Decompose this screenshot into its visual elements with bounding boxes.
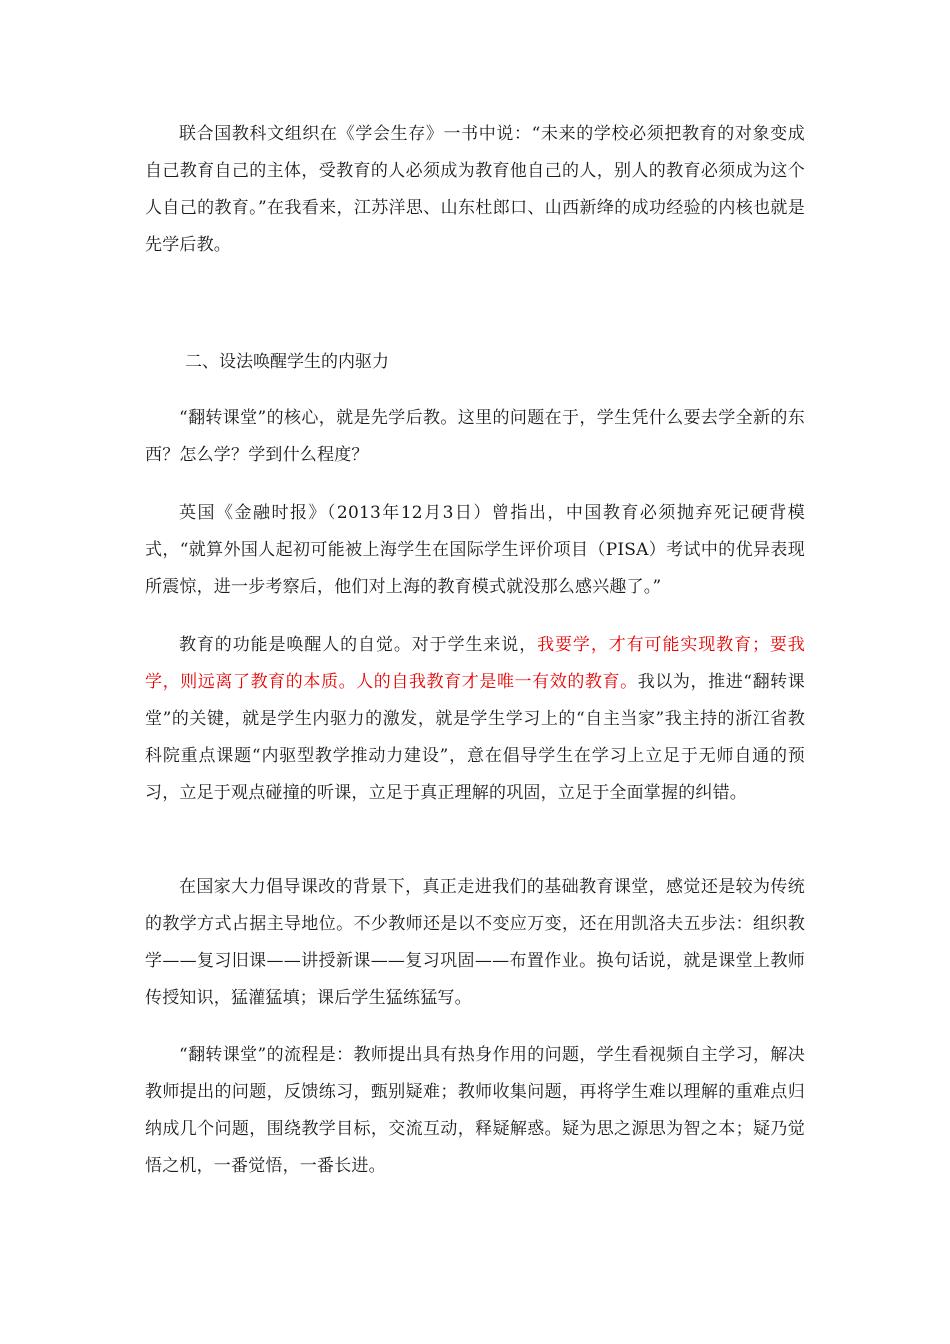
paragraph-2: “翻转课堂”的核心，就是先学后教。这里的问题在于，学生凭什么要去学全新的东西？怎么学？学到什么程度？ [145,408,805,465]
paragraph-4 [145,627,805,812]
paragraph-5: 在国家大力倡导课改的背景下，真正走进我们的基础教育课堂，感觉还是较为传统的教学方式占据主导地位。不少教师还是以不变应万变，还在用凯洛夫五步法：组织教学——复习旧课——讲授新课——复习巩固——布置作业。换句话说，就是课堂上教师传授知识，猛灌猛填；课后学生猛练猛写。 [145,877,805,1008]
paragraph-4-highlight: 我要学，才有可能实现教育；要我学，则远离了教育的本质。人的自我教育才是唯一有效的教育。 [145,635,806,692]
section-heading: 二、设法唤醒学生的内驱力 [185,352,389,372]
paragraph-3: 英国《金融时报》（2013年12月3日）曾指出，中国教育必须抛弃死记硬背模式，“就算外国人起初可能被上海学生在国际学生评价项目（PISA）考试中的优异表现所震惊，进一步考察后，他们对上海的教育模式就没那么感兴趣了。” [145,503,805,597]
paragraph-6: “翻转课堂”的流程是：教师提出具有热身作用的问题，学生看视频自主学习，解决教师提出的问题，反馈练习，甄别疑难；教师收集问题，再将学生难以理解的重难点归纳成几个问题，围绕教学目标，交流互动，释疑解惑。疑为思之源思为智之本；疑乃觉悟之机，一番觉悟，一番长进。 [145,1045,805,1176]
paragraph-4-start: 教育的功能是唤醒人的自觉。对于学生来说， [179,635,538,655]
paragraph-4-end: 我以为，推进“翻转课堂”的关键，就是学生内驱力的激发，就是学生学习上的“自主当家”我主持的浙江省教科院重点课题“内驱型教学推动力建设”，意在倡导学生在学习上立足于无师自通的预习，立足于观点碰撞的听课，立足于真正理解的巩固，立足于全面掌握的纠错。 [145,672,805,803]
paragraph-1: 联合国教科文组织在《学会生存》一书中说：“未来的学校必须把教育的对象变成自己教育自己的主体，受教育的人必须成为教育他自己的人，别人的教育必须成为这个人自己的教育。”在我看来，江苏洋思、山东杜郎口、山西新绛的成功经验的内核也就是先学后教。 [145,124,805,255]
